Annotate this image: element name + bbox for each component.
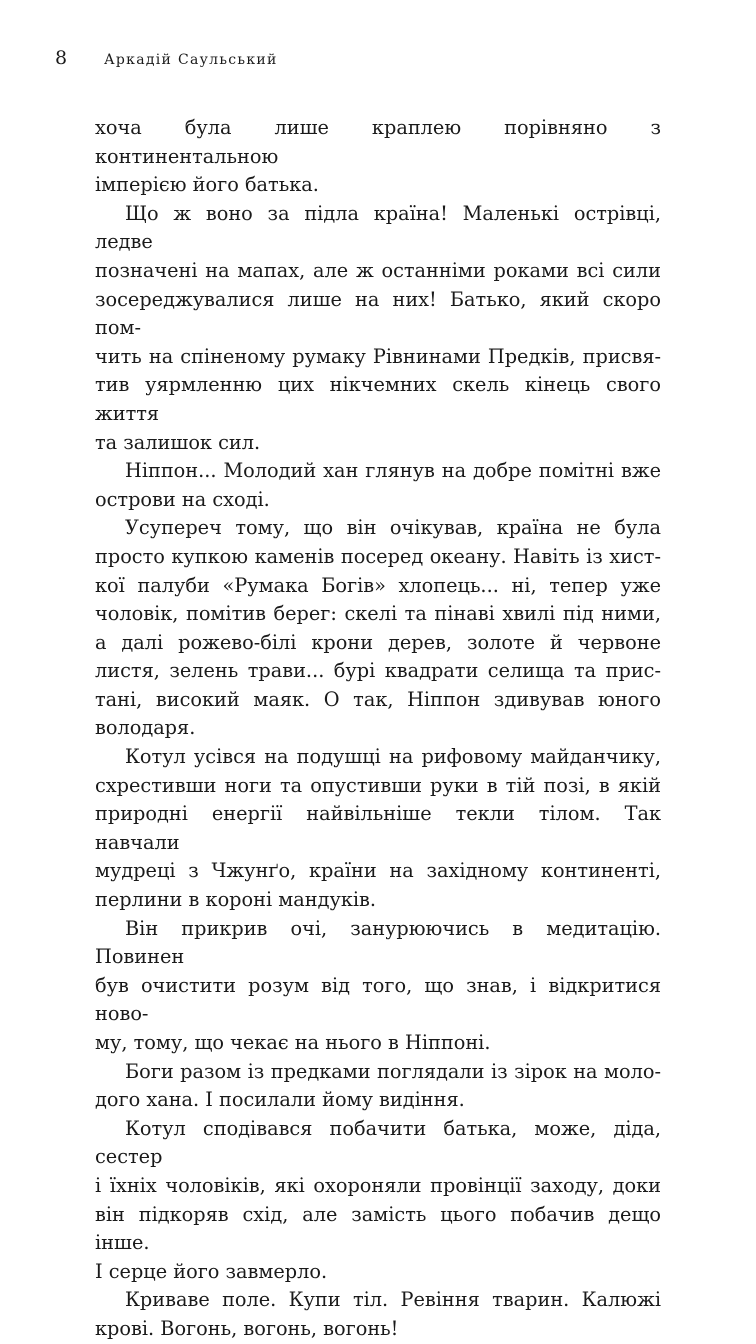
text-line: тив уярмленню цих нікчемних скель кінець свого життя (95, 373, 661, 425)
text-line: Усупереч тому, що він очікував, країна не була (125, 516, 661, 540)
text-line: Він прикрив очі, занурюючись в медитацію. Повинен (95, 916, 661, 969)
text-line: хоча була лише краплею порівняно з континентальною (95, 116, 661, 168)
text-line: Ніппон... Молодий хан глянув на добре помітні вже (125, 459, 661, 483)
text-line: листя, зелень трави... бурі квадрати селища та прис- (95, 659, 661, 683)
body-text (95, 114, 661, 1344)
text-line: був очистити розум від того, що знав, і відкритися ново- (95, 973, 661, 1026)
text-line: перлини в короні мандуків. (95, 888, 377, 912)
text-line: та залишок сил. (95, 430, 261, 454)
text-line: Криваве поле. Купи тіл. Ревіння тварин. Калюжі (125, 1288, 661, 1312)
text-line: природні енергії найвільніше текли тілом. Так навчали (95, 802, 661, 854)
text-line: володаря. (95, 716, 196, 740)
text-line: і їхніх чоловіків, які охороняли провінції заходу, доки (95, 1173, 661, 1197)
text-line: імперією його батька. (95, 173, 319, 197)
text-line: крові. Вогонь, вогонь, вогонь! (95, 1316, 399, 1340)
text-line: він підкоряв схід, але замість цього побачив дещо інше. (95, 1202, 661, 1255)
text-line: му, тому, що чекає на нього в Ніппоні. (95, 1031, 491, 1054)
text-line: чоловік, помітив берег: скелі та пінаві хвилі під ними, (95, 602, 661, 626)
text-line: Боги разом із предками поглядали із зірок на моло- (125, 1059, 661, 1083)
text-line: кої палуби «Румака Богів» хлопець... ні, тепер уже (95, 573, 661, 597)
text-line: Що ж воно за підла країна! Маленькі острівці, ледве (95, 201, 661, 254)
text-line: Котул усівся на подушці на рифовому майданчику, (125, 745, 661, 769)
page-number: 8 (55, 47, 68, 69)
text-line: тані, високий маяк. О так, Ніппон здивував юного (95, 687, 661, 711)
text-line: Котул сподівався побачити батька, може, діда, сестер (95, 1116, 661, 1169)
text-line: позначені на мапах, але ж останніми роками всі сили (95, 258, 661, 282)
text-line: І серце його завмерло. (95, 1259, 328, 1283)
text-line: а далі рожево-білі крони дерев, золоте й червоне (95, 630, 661, 654)
text-line: мудреці з Чжунґо, країни на західному континенті, (95, 859, 661, 883)
text-line: дого хана. І посилали йому видіння. (95, 1088, 465, 1112)
text-line: острови на сході. (95, 487, 270, 511)
text-line: зосереджувалися лише на них! Батько, який скоро пом- (95, 287, 661, 340)
text-line: чить на спіненому румаку Рівнинами Предків, присвя- (95, 344, 661, 368)
text-line: просто купкою каменів посеред океану. Навіть із хист- (95, 544, 661, 568)
running-head-author: Аркадій Саульський (104, 52, 278, 68)
text-line: схрестивши ноги та опустивши руки в тій позі, в якій (95, 773, 661, 797)
